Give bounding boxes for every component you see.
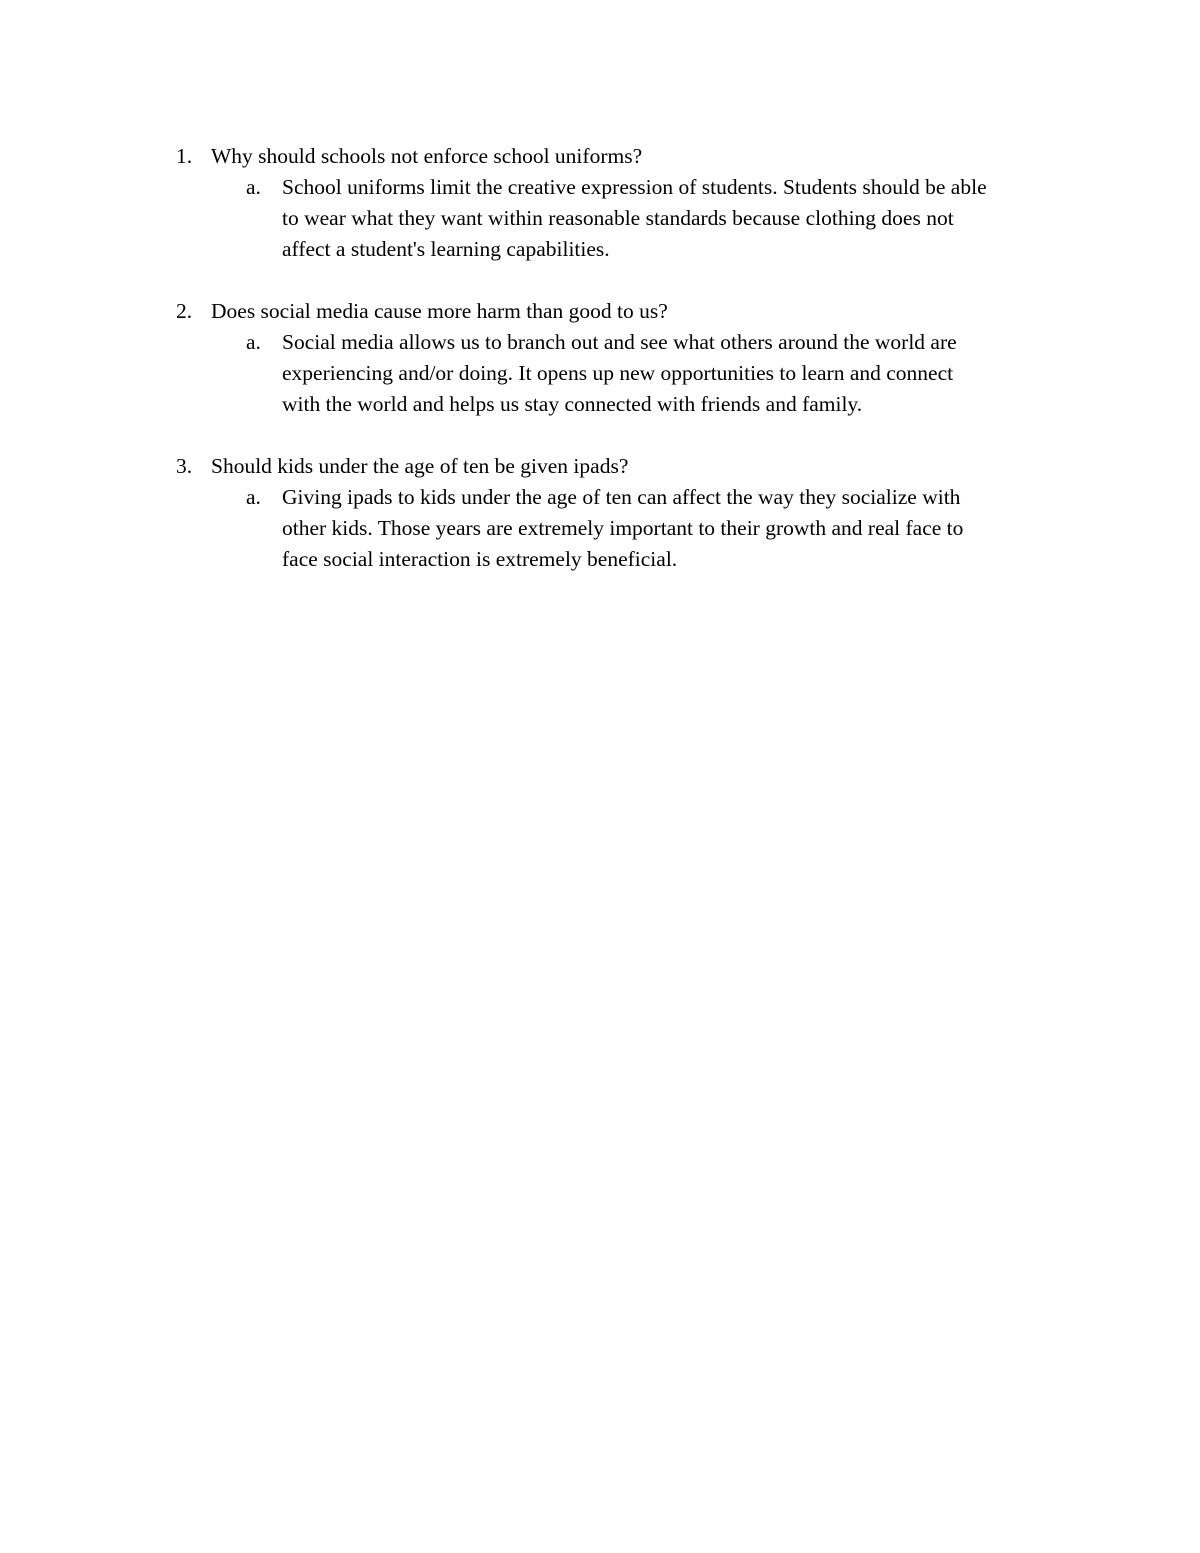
answer-line: Giving ipads to kids under the age of ten can affect the way they socialize with xyxy=(282,485,961,509)
question-text: Should kids under the age of ten be given ipads? xyxy=(211,454,629,478)
question-text: Does social media cause more harm than good to us? xyxy=(211,299,668,323)
answer-text xyxy=(282,327,1082,420)
question-number: 1. xyxy=(176,144,193,168)
answer-text xyxy=(282,172,1082,265)
answer-line: face social interaction is extremely beneficial. xyxy=(282,547,678,571)
question-number: 3. xyxy=(176,454,193,478)
answer-line: School uniforms limit the creative expression of students. Students should be able xyxy=(282,175,987,199)
answer-line: with the world and helps us stay connected with friends and family. xyxy=(282,392,863,416)
answer-letter: a. xyxy=(246,330,261,354)
answer-line: Social media allows us to branch out and see what others around the world are xyxy=(282,330,957,354)
answer-line: to wear what they want within reasonable standards because clothing does not xyxy=(282,206,954,230)
answer-letter: a. xyxy=(246,175,261,199)
answer-text xyxy=(282,482,1082,575)
answer-line: affect a student's learning capabilities. xyxy=(282,237,610,261)
answer-line: other kids. Those years are extremely important to their growth and real face to xyxy=(282,516,964,540)
answer-line: experiencing and/or doing. It opens up new opportunities to learn and connect xyxy=(282,361,954,385)
question-text: Why should schools not enforce school uniforms? xyxy=(211,144,643,168)
answer-letter: a. xyxy=(246,485,261,509)
question-number: 2. xyxy=(176,299,193,323)
